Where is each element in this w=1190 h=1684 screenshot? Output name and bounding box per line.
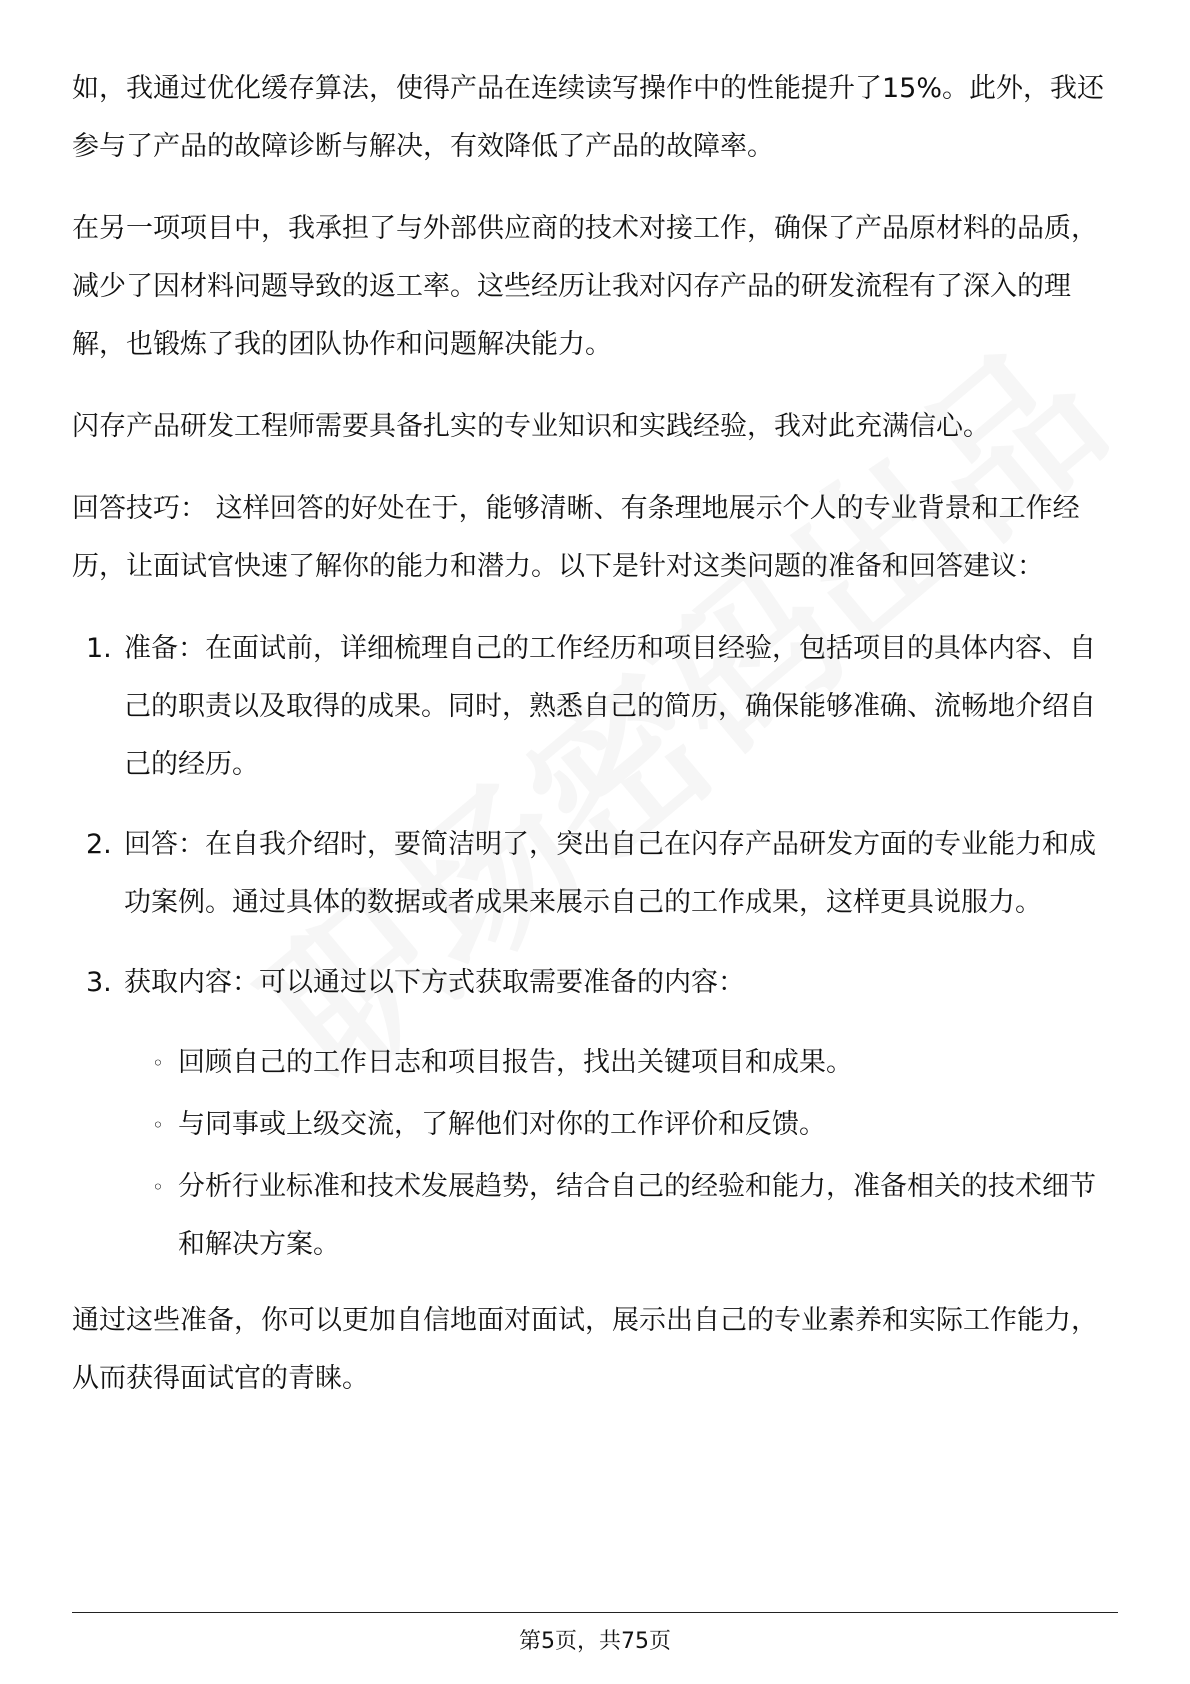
sub-list-item <box>72 1096 1122 1154</box>
paragraph-confidence: 闪存产品研发工程师需要具备扎实的专业知识和实践经验，我对此充满信心。 <box>72 411 990 442</box>
paragraph-conclusion: 通过这些准备，你可以更加自信地面对面试，展示出自己的专业素养和实际工作能力，从而获得面试官的青睐。 <box>72 1305 1098 1394</box>
list-number: 1. <box>86 633 112 664</box>
sub-list-item <box>72 1158 1122 1274</box>
sub-list <box>72 1034 1122 1274</box>
sub-list-item-text: 回顾自己的工作日志和项目报告，找出关键项目和成果。 <box>178 1047 853 1078</box>
paragraph-performance: 如，我通过优化缓存算法，使得产品在连续读写操作中的性能提升了15%。此外，我还参与了产品的故障诊断与解决，有效降低了产品的故障率。 <box>72 73 1105 162</box>
list-item-text: 准备：在面试前，详细梳理自己的工作经历和项目经验，包括项目的具体内容、自己的职责以及取得的成果。同时，熟悉自己的简历，确保能够准确、流畅地介绍自己的经历。 <box>124 633 1096 780</box>
bullet-icon: ◦ <box>152 1113 164 1137</box>
footer-divider <box>72 1612 1118 1613</box>
list-item-text: 回答：在自我介绍时，要简洁明了，突出自己在闪存产品研发方面的专业能力和成功案例。通过具体的数据或者成果来展示自己的工作成果，这样更具说服力。 <box>124 829 1096 918</box>
bullet-icon: ◦ <box>152 1175 164 1199</box>
sub-list-item-text: 分析行业标准和技术发展趋势，结合自己的经验和能力，准备相关的技术细节和解决方案。 <box>178 1171 1096 1260</box>
page-number: 第5页，共75页 <box>519 1629 671 1654</box>
page-content <box>72 60 1122 1432</box>
list-item <box>72 954 1122 1012</box>
paragraph-supplier-project: 在另一项项目中，我承担了与外部供应商的技术对接工作，确保了产品原材料的品质，减少了因材料问题导致的返工率。这些经历让我对闪存产品的研发流程有了深入的理解，也锻炼了我的团队协作和问题解决能力。 <box>72 213 1098 360</box>
paragraph-answer-tips: 回答技巧： 这样回答的好处在于，能够清晰、有条理地展示个人的专业背景和工作经历，让面试官快速了解你的能力和潜力。以下是针对这类问题的准备和回答建议： <box>72 493 1080 582</box>
list-item <box>72 620 1122 794</box>
list-number: 3. <box>86 967 112 998</box>
list-number: 2. <box>86 829 112 860</box>
bullet-icon: ◦ <box>152 1051 164 1075</box>
sub-list-item-text: 与同事或上级交流，了解他们对你的工作评价和反馈。 <box>178 1109 826 1140</box>
sub-list-item <box>72 1034 1122 1092</box>
list-item-text: 获取内容：可以通过以下方式获取需要准备的内容： <box>124 967 745 998</box>
list-item <box>72 816 1122 932</box>
numbered-list <box>72 620 1122 1012</box>
